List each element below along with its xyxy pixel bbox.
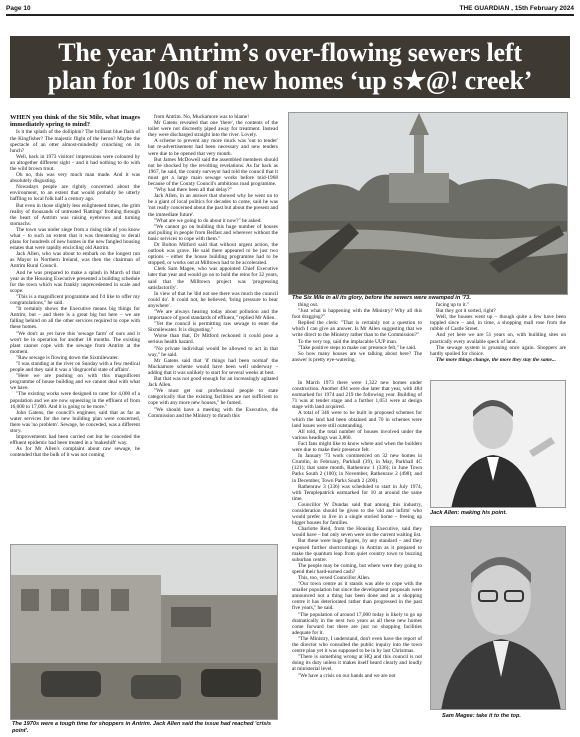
paragraph: A scheme to prevent any more muck was 'out to tender' but re-advertisement had been necessary and new tenders were due to be opened that very month. <box>148 138 278 157</box>
issue-line: THE GUARDIAN , 15th February 2024 <box>459 4 574 12</box>
article-lead: WHEN you think of the Six Mile, what images immediately spring to mind? <box>10 114 140 129</box>
paragraph: In January '73 work commenced on 32 new homes in Crumlin, in February, Parkhall (39), in May, Parkhall 4C (121); that same month, Rathenraw 1 (336); in June Town Parks South 2 (100); in November, Rathenraw 2 (498); and in December, Town Parks South 2 (200). <box>292 453 422 484</box>
paragraph: But even in those slightly less enlightened times, the grim reality of thousands of untreated 'Rattings' frothing through the heart of Antrim was raising eyebrows and turning stomachs. <box>10 202 140 227</box>
paragraph: "The existing works were designed to cater for 4,000 of a population and we are now squeezing in the effluent of from 16,000 to 17,000. And it is going to be more." <box>10 391 140 410</box>
paragraph: Fact fans might like to know where and when the builders were due to make their presence felt. <box>292 440 422 454</box>
paragraph: "Raw sewage is flowing down the Sixmilewater. <box>16 354 119 361</box>
church-photo-illustration <box>289 113 568 295</box>
paragraph: "The Ministry, I understand, don't even have the report of the director who consulted the public inquiry into the town centre plan yet it was supposed to be in by last Christmas. <box>292 635 422 655</box>
paragraph: Dr Bolton Mitford said that without urgent action, the outlook was grave. He said there appeared to be just two options – either the house building programme had to be stopped, or works out at Milltown had to be accelerated. <box>148 241 278 267</box>
paragraph: Mr Gatens revealed that one 'there', the contents of the toilet were not discreetly piped away for treatment. Instead they were discharged straight into the river. Lovely. <box>148 120 278 139</box>
article-column-1 <box>10 114 140 540</box>
headline-banner <box>10 36 570 98</box>
paragraph: "We should have a meeting with the Executive, the Commission and the Ministry to thrash this <box>148 406 278 419</box>
column-2-body <box>148 114 278 419</box>
sam-caption: Sam Magee: take it to the top. <box>442 713 521 719</box>
paragraph: "There is something wrong at HQ and this council is not doing its duty unless it makes itself heard clearly and loudly at ministerial level. <box>292 654 422 673</box>
paragraph: In March 1973 there were 1,322 new homes under construction. Another 494 were due later that year, with 484 earmarked for 1974 and 219 the following year. Building of 71 was at tender stage and a further 1,051 were at design stage with land acquired. <box>292 380 422 411</box>
jack-caption: Jack Allen: making his point. <box>430 510 507 516</box>
paragraph: Charlotte Reid, from the Housing Executive, said they would have – but only seven were on the current waiting list. <box>292 526 422 539</box>
paragraph: "We are always hearing today about pollution and the importance of good standards of effluent," replied Mr Allen. <box>148 309 278 322</box>
column-4-body <box>430 302 566 363</box>
antrim-street-photo <box>10 544 278 720</box>
sam-magee-illustration <box>431 527 566 710</box>
paragraph: This, too, vexed Councillor Allen. <box>298 575 371 581</box>
paragraph: "No private individual would be allowed to act in that way," he said. <box>148 345 278 358</box>
article-column-4-top <box>430 302 566 374</box>
paragraph: The people may be coming, but where were they going to spend their hard-earned cash? <box>292 562 422 575</box>
column-1-body <box>10 129 140 458</box>
paragraph: Improvements had been carried out but he conceded the effluent epidemic had been treated in a 'makeshift' way. <box>10 434 140 447</box>
paragraph: "We must get our professional people to state categorically that the existing facilities are not sufficient to cope with any more new houses," he fumed. <box>148 388 278 407</box>
jack-allen-illustration <box>431 381 566 508</box>
page-number: Page 10 <box>6 4 31 12</box>
paragraph: "I was standing at the river on Sunday with a few medical people and they said it was a 'disgraceful state of affairs'. <box>10 360 140 374</box>
paragraph: But James McDowell said the assembled members should not be shocked by the revolting revelations. As far back as 1967, he said, the county surveyor had told the council that it must get a large main sewage works before mid-1968 because of the County Council's ambitious road programme. <box>148 156 278 188</box>
paragraph: As for Mr Allen's complaint about raw sewage, he contended that the bulk of it was not coming <box>10 446 140 459</box>
paragraph: So how many houses are we talking about here? The answer is pretty eye-watering. <box>292 350 422 363</box>
paragraph: In view of that he 'did not see there was much the council could do'. It could not, he believed, 'bring pressure to bear anywhere'. <box>148 290 278 309</box>
sam-magee-photo <box>430 526 566 710</box>
column-3-top-body <box>292 302 422 363</box>
article-column-3-top <box>292 302 422 374</box>
street-photo-illustration <box>11 545 278 720</box>
column-3-body <box>292 380 422 679</box>
article-column-3 <box>292 380 422 722</box>
paragraph: Worse than that, Dr Mitford reckoned it could pose a serious health hazard. <box>148 333 278 346</box>
paragraph: Mr Gatens said that 'if things had been normal' the Muckamore scheme would have been well underway – adding that it was unlikely to start for several weeks at best. <box>148 357 278 376</box>
paragraph: facing up to it." <box>436 302 470 308</box>
paragraph: Well, back in 1973 visitors' impressions were coloured by an altogether different sight – and it had nothing to do with the wild brown trout. <box>10 153 140 172</box>
paragraph: And yet here we are 51 years on, with building sites on practically every available speck of land. <box>430 332 566 345</box>
paragraph: "Here we are pushing on with this magnificent programme of house building and we cannot deal with what we have. <box>10 373 140 392</box>
paragraph: "The population of around 17,000 today is likely to go up dramatically in the next two years as all these new homes come forward but there are just no shopping facilities adequate for it. <box>292 611 422 636</box>
paragraph: But that was not good enough for an increasingly agitated Jack Allen. <box>148 376 278 389</box>
street-caption: The 1970s were a tough time for shoppers in Antrim. Jack Allen said the issue had reached 'crisis point'. <box>12 721 271 734</box>
paragraph: thing out. <box>298 302 319 308</box>
paragraph: Oh no, this was very much man made. And it was absolutely disgusting. <box>10 172 140 185</box>
paragraph: Councillor W Dundas said that among this industry, consideration should be given to the 'old and infirm' who would prefer to live in a single storied home – freeing up bigger houses for families. <box>292 501 422 527</box>
sixmile-river-photo <box>288 112 568 295</box>
paragraph: The town was under siege from a rising tide of you know what – to such an extent that it was threatening to derail plans for hundreds of new homes in the new fangled housing estates that were rapidly encircling old Antrim. <box>10 226 140 252</box>
paragraph: "We cannot go on building this huge number of houses and pulling in people from Belfast and wherever without the basic services to cope with them." <box>148 223 278 242</box>
paragraph: Nowadays people are rightly concerned about the environment, to an extent that would probably be utterly baffling to local folk half a century ago. <box>10 184 140 203</box>
paragraph: Jack Allen, in an answer that showed why he went on to be a giant of local politics for decades to come, said he was 'not really concerned about the past but about the present and the immediate future'. <box>148 193 278 218</box>
paragraph: "It certainly shows the Executive means big things for Antrim, but – and there is a great big but here – we are falling behind on all the other services required to cope with these homes. <box>10 306 140 331</box>
paragraph: And he was prepared to make a splash in March of that year as the Housing Executive presented a building schedule for the town which was frankly unprecedented in scale and scope. <box>10 269 140 294</box>
paragraph: The more things change, the more they stay the same... <box>436 356 556 363</box>
paragraph: "What are we going to do about it now?" he asked. <box>154 217 262 224</box>
paragraph: Replied the clerk: "That is certainly not a question to which I can give an answer. Is Mr Allen suggesting that we write direct to the Ministry rather than to the Commission?" <box>292 320 422 339</box>
church-caption: The Six Mile in all its glory, before the sewers were swamped in '73. <box>292 295 471 301</box>
paragraph: "We have a crisis on our hands and we are not <box>298 672 396 679</box>
paragraph: "Why had there been all that delay?" <box>154 187 232 194</box>
headline-line-2: plan for 100s of new homes ‘up s★@! creek’ <box>47 66 533 95</box>
paragraph: Is it the splash of the dolliphin? The brilliant blue flash of the Kingfisher? The majestic flight of the heron? Maybe the spectacle of an otter almost-mindedly crunching on its lunch? <box>10 129 140 154</box>
page-header <box>6 3 574 13</box>
jack-allen-photo <box>430 380 566 508</box>
paragraph: All told, the total number of houses involved under the various headings was 3,860. <box>292 428 422 441</box>
header-rule <box>6 14 574 16</box>
paragraph: "We don't as yet have this 'sewage farm' of ours and it won't be in operation for another 18 months. The existing plant cannot cope with the sewage from Antrim at the moment. <box>10 330 140 355</box>
paragraph: "This is a magnificent programme and I'd like to offer my congratulations," he said. <box>10 293 140 307</box>
paragraph: But they got it sorted, right? <box>436 308 496 315</box>
headline-line-1: The year Antrim’s over-flowing sewers left <box>58 38 522 67</box>
paragraph: "Our town centre as it stands was able to cope with the smaller population but since the development proposals were announced not a thing has been done and as a shopping centre it has deteriorated rather than progressed in the past five years," he said. <box>292 581 422 612</box>
paragraph: "Take positive steps to make our presence felt," he said. <box>298 344 417 351</box>
paragraph: from Antrim. No, Muckamore was to blame! <box>154 114 250 120</box>
paragraph: Jack Allen, who was about to embark on the longest run as Mayor in Northern Ireland, was then the chairman of Antrim Rural Council. <box>10 251 140 270</box>
paragraph: Rathenraw 3 (336) was scheduled to start in July 1974, with Templepatrick earmarked for 10 at around the same time. <box>292 483 422 502</box>
paragraph: Well, the houses went up – though quite a few have been toppled since – and, in time, a shopping mall rose from the rubble of Castle Street. <box>430 314 566 333</box>
paragraph: The sewage system is groaning once again. Shoppers are hardly spoiled for choice. <box>430 344 566 357</box>
paragraph: But these were huge figures, by any standard – and they exposed further shortcomings in Antrim as it prepared to make the quantum leap from quiet country town to buzzing suburban centre. <box>292 538 422 563</box>
paragraph: John Gatens, the council's engineer, said that as far as water services for the new building plan were concerned, there was 'no problem'. Sewage, he conceded, was a different story. <box>10 409 140 434</box>
article-column-2 <box>148 114 278 540</box>
paragraph: "Just what is happening with the Ministry? Why all this foot dragging?" <box>292 308 422 321</box>
paragraph: "Yet the council is permitting raw sewage to enter the Sixmilewater. It is disgusting." <box>148 321 278 334</box>
paragraph: Clerk Sam Magee, who was appointed Chief Executive later that year and would go on to hold the reins for 32 years, said that the Milltown project was 'progressing satisfactorily'. <box>148 266 278 291</box>
paragraph: To the very top, said the implacable UUP man. <box>298 338 398 345</box>
paragraph: A total of 346 were to be built in proposed schemes for which the land had been obtained and 70 in schemes were land issues were still outstanding. <box>292 410 422 429</box>
